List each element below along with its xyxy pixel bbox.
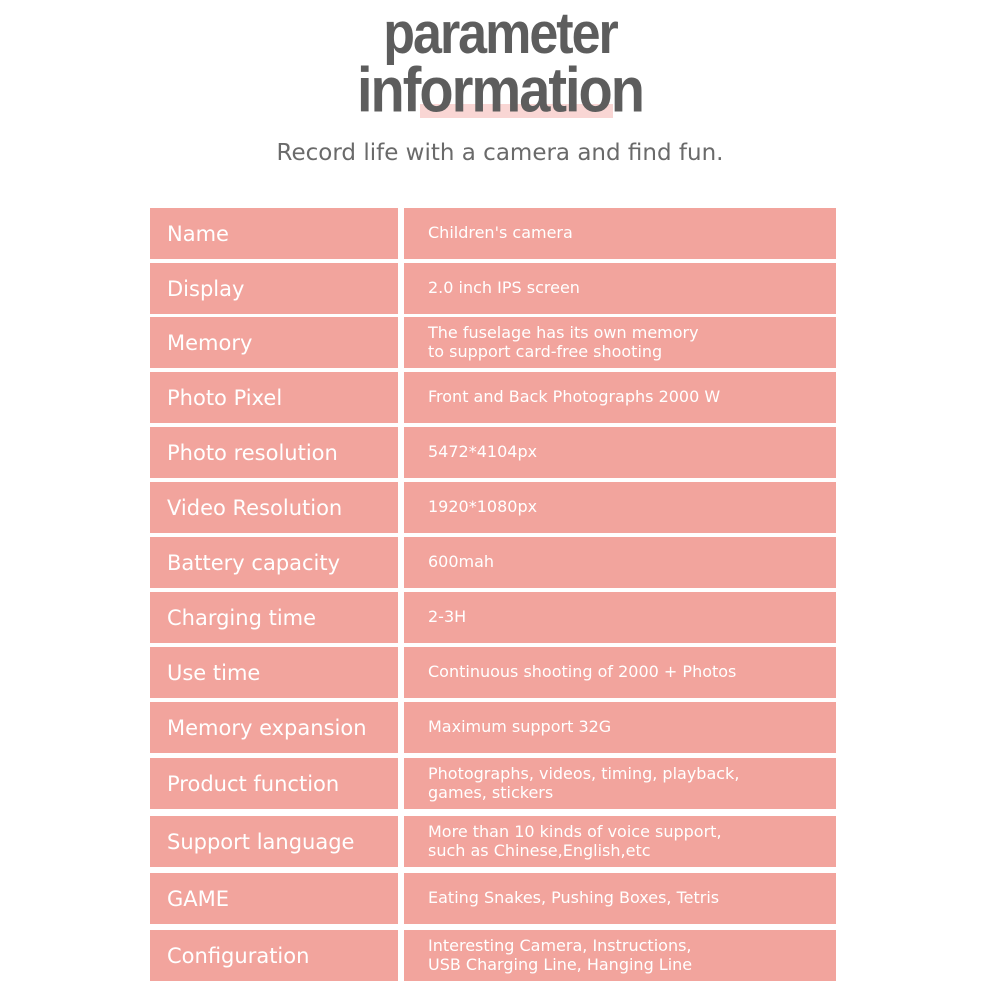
spec-row bbox=[150, 372, 836, 423]
spec-label: Memory bbox=[150, 317, 398, 368]
spec-value: Interesting Camera, Instructions, USB Charging Line, Hanging Line bbox=[404, 930, 836, 981]
spec-value: 2.0 inch IPS screen bbox=[404, 263, 836, 314]
spec-row bbox=[150, 592, 836, 643]
spec-value: Maximum support 32G bbox=[404, 702, 836, 753]
spec-row bbox=[150, 758, 836, 809]
spec-row bbox=[150, 873, 836, 924]
spec-value: More than 10 kinds of voice support, such as Chinese,English,etc bbox=[404, 816, 836, 867]
spec-value: 2-3H bbox=[404, 592, 836, 643]
spec-row bbox=[150, 317, 836, 368]
spec-label: Support language bbox=[150, 816, 398, 867]
spec-row bbox=[150, 930, 836, 981]
spec-label: Memory expansion bbox=[150, 702, 398, 753]
spec-label: Use time bbox=[150, 647, 398, 698]
spec-label: Video Resolution bbox=[150, 482, 398, 533]
spec-label: Product function bbox=[150, 758, 398, 809]
spec-value: Eating Snakes, Pushing Boxes, Tetris bbox=[404, 873, 836, 924]
spec-row bbox=[150, 263, 836, 314]
spec-label: Name bbox=[150, 208, 398, 259]
page-subtitle: Record life with a camera and find fun. bbox=[276, 140, 724, 166]
page-title-line2: information bbox=[357, 54, 643, 125]
spec-row bbox=[150, 482, 836, 533]
spec-value: Continuous shooting of 2000 + Photos bbox=[404, 647, 836, 698]
spec-value: 600mah bbox=[404, 537, 836, 588]
spec-label: Configuration bbox=[150, 930, 398, 981]
spec-value: The fuselage has its own memory to support card-free shooting bbox=[404, 317, 836, 368]
spec-row bbox=[150, 427, 836, 478]
spec-label: Photo Pixel bbox=[150, 372, 398, 423]
spec-row bbox=[150, 816, 836, 867]
spec-label: Battery capacity bbox=[150, 537, 398, 588]
spec-label: Display bbox=[150, 263, 398, 314]
spec-label: Photo resolution bbox=[150, 427, 398, 478]
spec-row bbox=[150, 537, 836, 588]
spec-value: Front and Back Photographs 2000 W bbox=[404, 372, 836, 423]
spec-row bbox=[150, 647, 836, 698]
spec-row bbox=[150, 208, 836, 259]
spec-value: Photographs, videos, timing, playback, games, stickers bbox=[404, 758, 836, 809]
spec-value: 5472*4104px bbox=[404, 427, 836, 478]
spec-value: 1920*1080px bbox=[404, 482, 836, 533]
spec-label: GAME bbox=[150, 873, 398, 924]
page-title-line1: parameter bbox=[383, 1, 617, 67]
spec-row bbox=[150, 702, 836, 753]
spec-value: Children's camera bbox=[404, 208, 836, 259]
spec-label: Charging time bbox=[150, 592, 398, 643]
